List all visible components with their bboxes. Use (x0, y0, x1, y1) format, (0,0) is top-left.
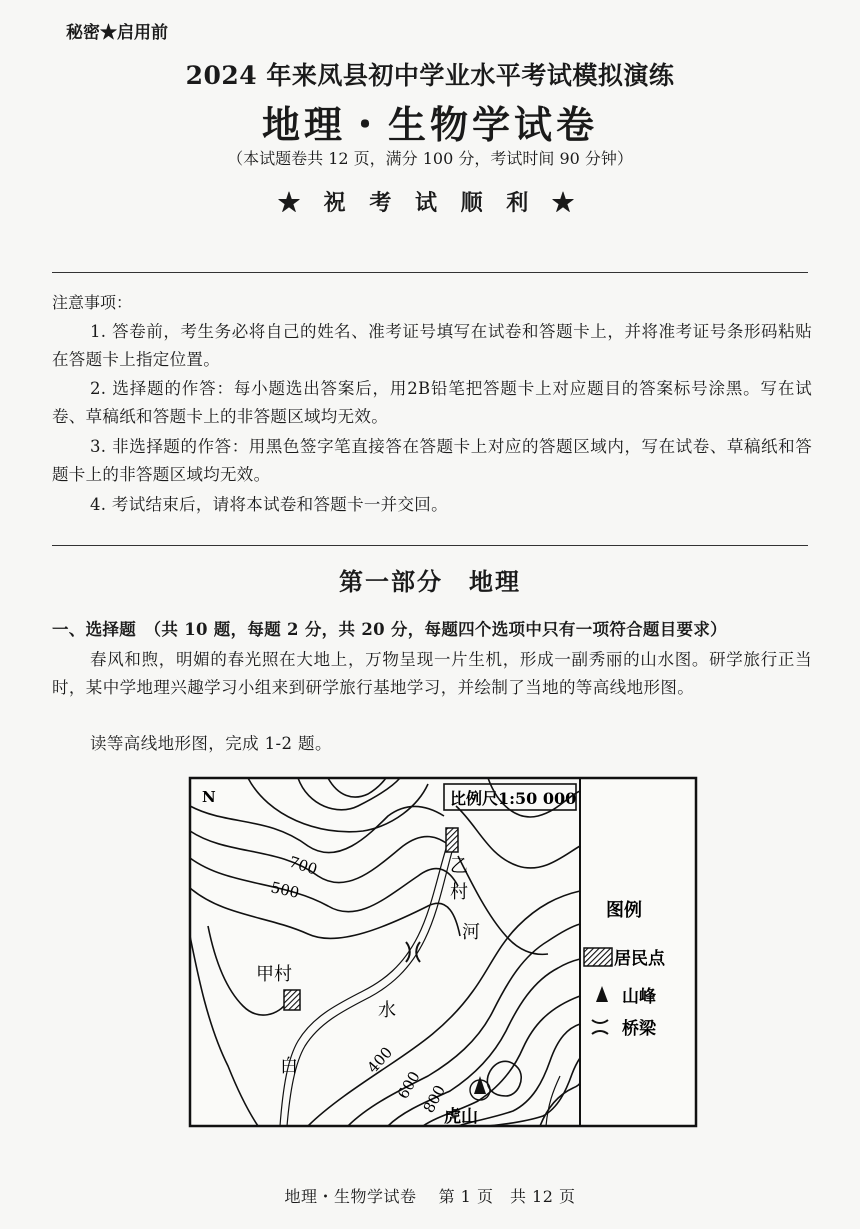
contour-label: 800 (419, 1082, 449, 1116)
village-yi-label-1: 乙 (450, 856, 468, 877)
section-heading: 一、选择题 （共 10 题，每题 2 分，共 20 分，每题四个选项中只有一项符合题目要求） (52, 620, 727, 639)
mountain-name-label: 虎山 (444, 1107, 478, 1127)
contour-label: 500 (269, 878, 301, 902)
legend-bridge-label: 桥梁 (622, 1019, 656, 1039)
notes-title: 注意事项： (52, 293, 133, 312)
scale-label: 比例尺1:50 000 (450, 789, 577, 808)
river-label-he: 河 (462, 922, 480, 943)
note-item: 4. 考试结束后，请将本试卷和答题卡一并交回。 (90, 495, 448, 514)
question-instruction: 读等高线地形图，完成 1-2 题。 (90, 734, 332, 753)
intro-paragraph: 春风和煦，明媚的春光照在大地上，万物呈现一片生机，形成一副秀丽的山水图。研学旅行正当时，某中学地理兴趣学习小组来到研学旅行基地学习，并绘制了当地的等高线地形图。 (52, 650, 812, 697)
page-footer: 地理・生物学试卷 第 1 页 共 12 页 (284, 1187, 576, 1206)
exam-info: （本试题卷共 12 页，满分 100 分，考试时间 90 分钟） (227, 149, 633, 168)
contour-map (188, 776, 698, 1128)
north-label: N (202, 788, 216, 806)
river-label-shui: 水 (378, 1000, 396, 1021)
note-item: 1. 答卷前，考生务必将自己的姓名、准考证号填写在试卷和答题卡上，并将准考证号条形码粘贴在答题卡上指定位置。 (52, 322, 812, 369)
legend-title: 图例 (606, 900, 642, 921)
exam-title: 2024 年来凤县初中学业水平考试模拟演练 (185, 61, 675, 90)
contour-label: 600 (393, 1068, 424, 1102)
part-title: 第一部分 地理 (339, 567, 521, 596)
river-label-bai: 白 (280, 1056, 298, 1077)
legend-settlement-label: 居民点 (614, 949, 665, 969)
note-item: 2. 选择题的作答：每小题选出答案后，用2B铅笔把答题卡上对应题目的答案标号涂黑。写在试卷、草稿纸和答题卡上的非答题区域均无效。 (52, 379, 812, 426)
divider-bottom (52, 545, 808, 546)
contour-label: 700 (286, 852, 320, 879)
village-jia-label: 甲村 (256, 964, 292, 985)
settlement-jia (284, 990, 300, 1010)
contour-label: 400 (363, 1043, 397, 1077)
good-luck-banner: ★ 祝 考 试 顺 利 ★ (278, 190, 582, 216)
divider-top (52, 272, 808, 273)
subject-title: 地理・生物学试卷 (261, 102, 598, 147)
legend-settlement-swatch (584, 948, 612, 966)
village-yi-label-2: 村 (450, 882, 468, 903)
note-item: 3. 非选择题的作答：用黑色签字笔直接答在答题卡上对应的答题区域内，写在试卷、草稿纸和答题卡上的非答题区域均无效。 (52, 437, 812, 484)
secret-mark: 秘密★启用前 (66, 23, 168, 43)
settlement-yi (446, 828, 458, 852)
legend-peak-label: 山峰 (622, 987, 656, 1007)
